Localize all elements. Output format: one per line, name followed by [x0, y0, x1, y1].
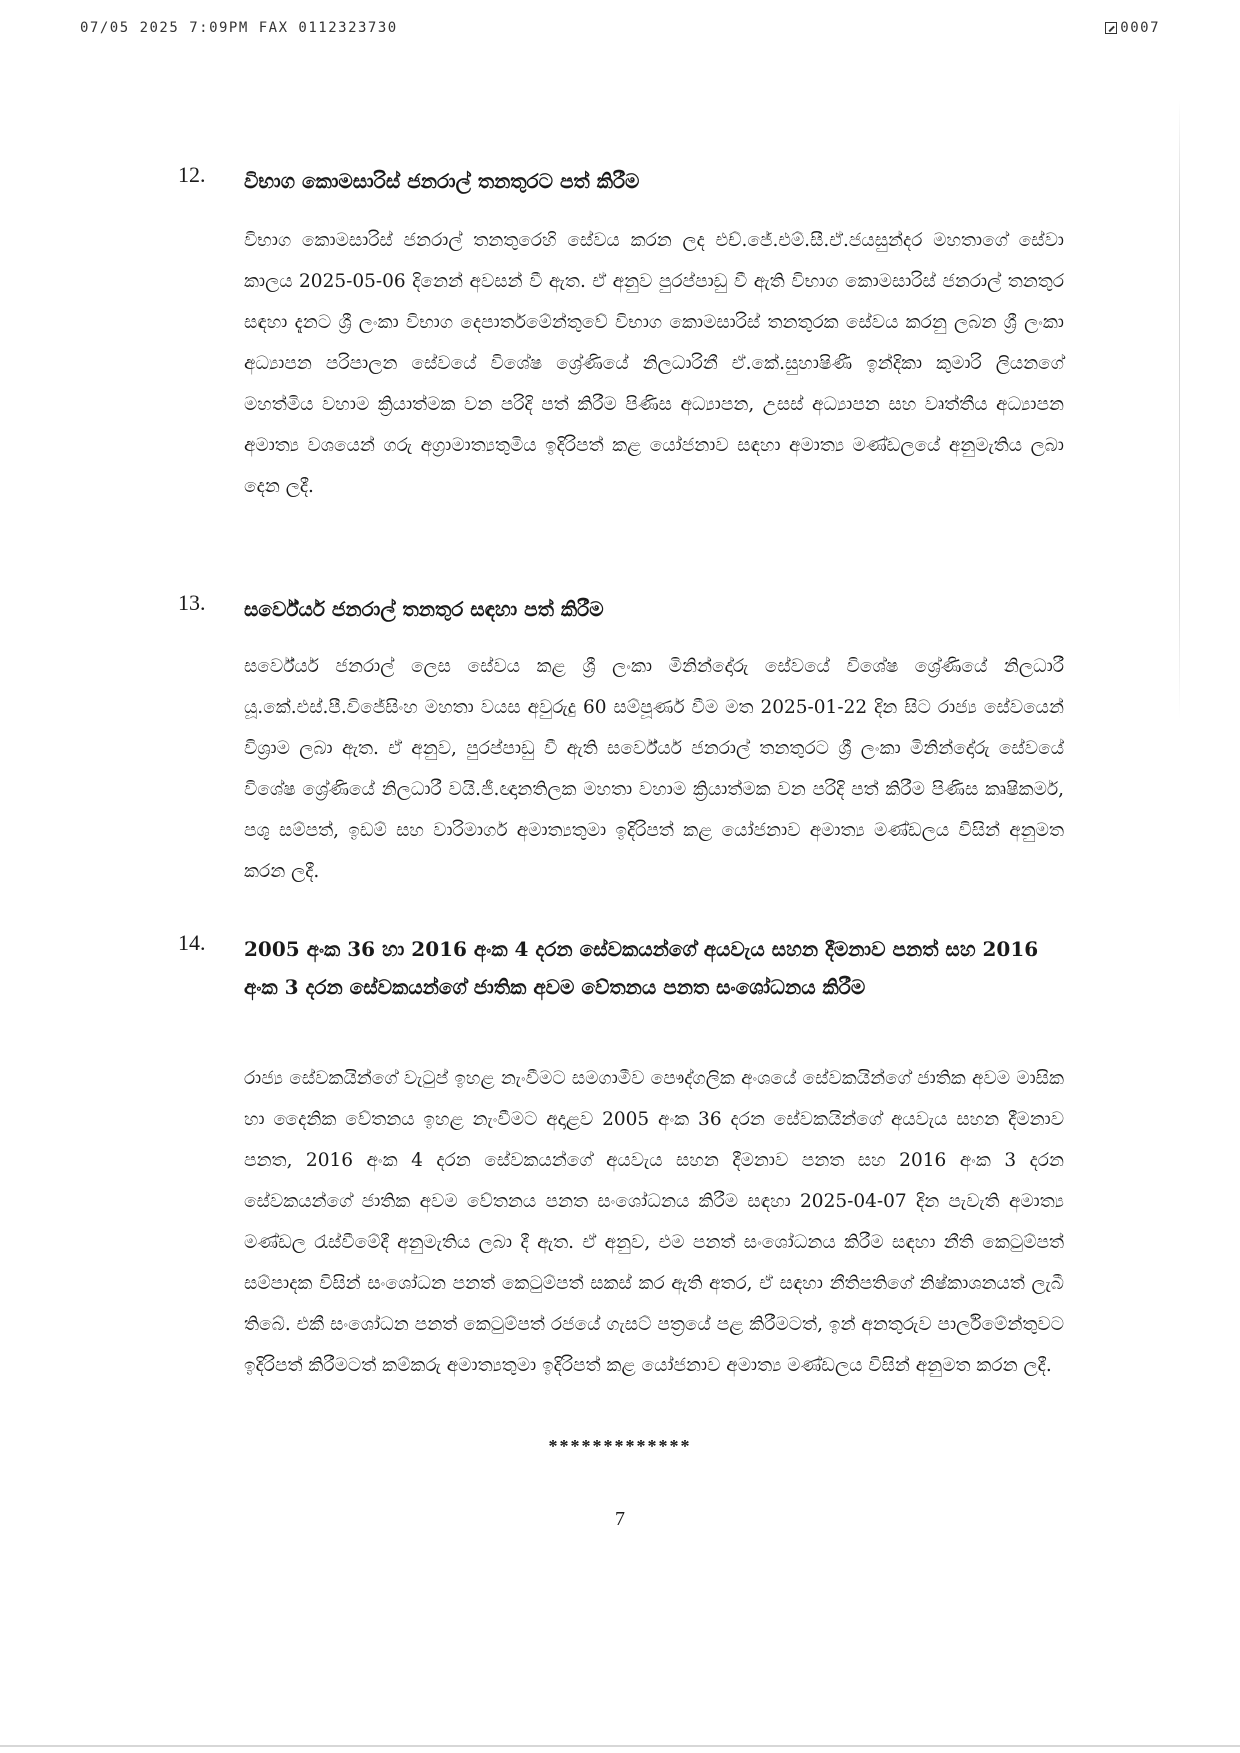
scan-bottom-edge	[0, 1745, 1240, 1747]
end-separator: *************	[548, 1436, 692, 1456]
section-body: රාජ්‍ය සේවකයින්ගේ වැටුප් ඉහළ නැංවීමට සමගාමීව පෞද්ගලික අංශයේ සේවකයින්ගේ ජාතික අවම මාසික හා දෛනික වේතනය ඉහළ නැංවීමට අදාළව 2005 අංක 36 දරන සේවකයින්ගේ අයවැය සහන දීමනාව පනත, 2016 අංක 4 දරන සේවකයන්ගේ අයවැය සහන දීමනාව පනත සහ 2016 අංක 3 දරන සේවකයන්ගේ ජාතික අවම වේතනය පනත සංශෝධනය කිරීම සඳහා 2025-04-07 දින පැවැති අමාත්‍ය මණ්ඩල රැස්වීමේදී අනුමැතිය ලබා දී ඇත. ඒ අනුව, එම පනත් සංශෝධනය කිරීම සඳහා නීති කෙටුම්පත් සම්පාදක විසින් සංශෝධන පනත් කෙටුම්පත් සකස් කර ඇති අතර, ඒ සඳහා නීතිපතිගේ නිෂ්කාශනයත් ලැබී තිබේ. එකී සංශෝධන පනත් කෙටුම්පත් රජයේ ගැසට් පත්‍රයේ පළ කිරීමටත්, ඉන් අනතුරුව පාර්ලිමේන්තුවට ඉදිරිපත් කිරීමටත් කම්කරු අමාත්‍යතුමා ඉදිරිපත් කළ යෝජනාව අමාත්‍ය මණ්ඩලය විසින් අනුමත කරන ලදී.	[244, 1068, 1064, 1376]
checkbox-icon	[1105, 22, 1117, 34]
section-number: 14.	[178, 930, 206, 955]
section-title: විභාග කොමසාරිස් ජනරාල් තනතුරට පත් කිරීම	[244, 169, 640, 193]
fax-transmission-line: 07/05 2025 7:09PM FAX 0112323730	[80, 20, 398, 36]
section-body: සර්වේයර් ජනරාල් ලෙස සේවය කළ ශ්‍රී ලංකා මිනින්දෝරු සේවයේ විශේෂ ශ්‍රේණියේ නිලධාරී යූ.කේ.එස්.පී.විජේසිංහ මහතා වයස අවුරුදු 60 සම්පූර්ණ වීම මත 2025-01-22 දින සිට රාජ්‍ය සේවයෙන් විශ්‍රාම ලබා ඇත. ඒ අනුව, පුරප්පාඩු වී ඇති සර්වේයර් ජනරාල් තනතුරට ශ්‍රී ලංකා මිනින්දෝරු සේවයේ විශේෂ ශ්‍රේණියේ නිලධාරී වයි.ජී.ඥානතිලක මහතා වහාම ක්‍රියාත්මක වන පරිදි පත් කිරීම පිණිස කෘෂිකර්ම, පශු සම්පත්, ඉඩම් සහ වාරිමාර්ග අමාත්‍යතුමා ඉදිරිපත් කළ යෝජනාව අමාත්‍ය මණ්ඩලය විසින් අනුමත කරන ලදී.	[244, 656, 1064, 882]
section-number: 13.	[178, 590, 206, 615]
page-number: 7	[615, 1508, 625, 1530]
fax-page-counter	[1105, 20, 1160, 36]
section-body: විභාග කොමසාරිස් ජනරාල් තනතුරෙහි සේවය කරන ලද එච්.ජේ.එම්.සී.ඒ.ජයසුන්දර මහතාගේ සේවා කාලය 2025-05-06 දිනෙන් අවසන් වී ඇත. ඒ අනුව පුරප්පාඩු වී ඇති විභාග කොමසාරිස් ජනරාල් තනතුර සඳහා දැනට ශ්‍රී ලංකා විභාග දෙපාර්තමේන්තුවේ විභාග කොමසාරිස් තනතුරක සේවය කරනු ලබන ශ්‍රී ලංකා අධ්‍යාපන පරිපාලන සේවයේ විශේෂ ශ්‍රේණියේ නිලධාරිනී ඒ.කේ.සුහාෂිණී ඉන්දිකා කුමාරි ලියනගේ මහත්මිය වහාම ක්‍රියාත්මක වන පරිදි පත් කිරීම පිණිස අධ්‍යාපන, උසස් අධ්‍යාපන සහ වෘත්තීය අධ්‍යාපන අමාත්‍ය වශයෙන් ගරු අග්‍රාමාත්‍යතුමිය ඉදිරිපත් කළ යෝජනාව සඳහා අමාත්‍ය මණ්ඩලයේ අනුමැතිය ලබා දෙන ලදී.	[244, 230, 1064, 497]
fax-header	[80, 20, 1160, 44]
section-title: සර්වේයර් ජනරාල් තනතුර සඳහා පත් කිරීම	[244, 597, 604, 621]
scan-edge-line	[1179, 100, 1180, 720]
section-number: 12.	[178, 162, 206, 187]
fax-page-number: 0007	[1120, 20, 1160, 36]
section-title: 2005 අංක 36 හා 2016 අංක 4 දරන සේවකයන්ගේ අයවැය සහන දීමනාව පනත් සහ 2016 අංක 3 දරන සේවකයන්ගේ ජාතික අවම වේතනය පනත සංශෝධනය කිරීම	[244, 937, 1039, 999]
